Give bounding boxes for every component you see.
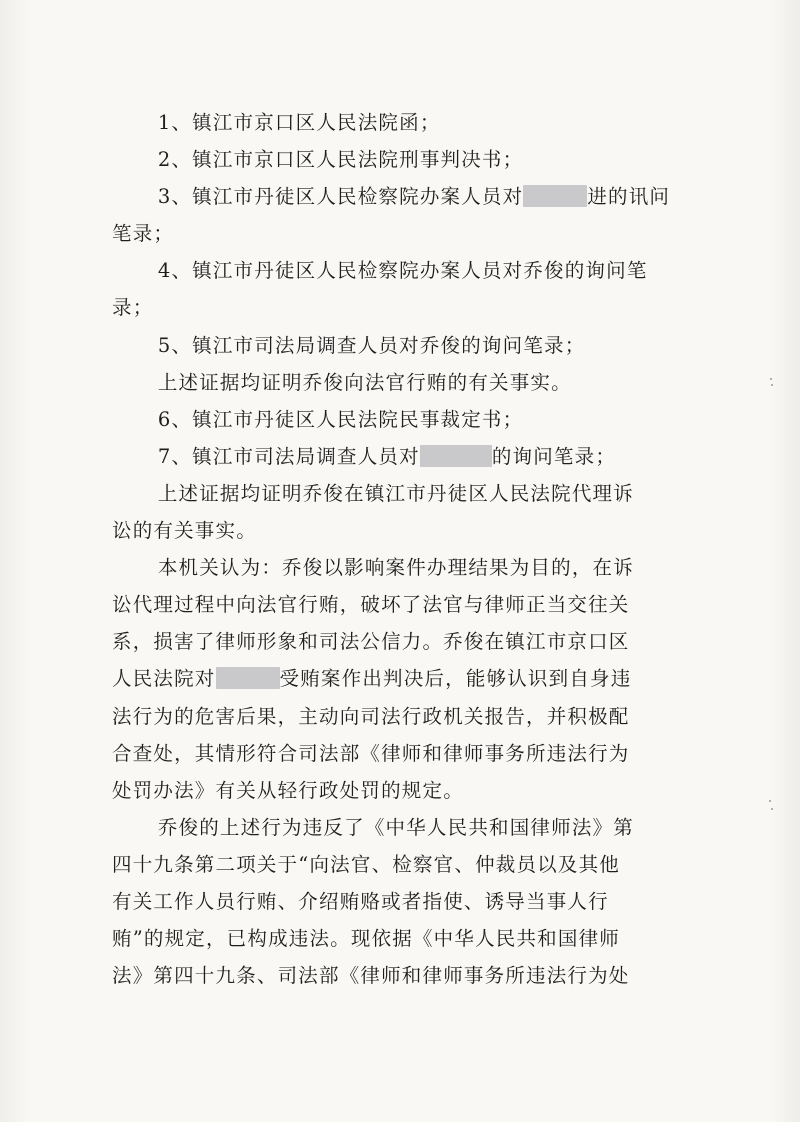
evidence-item-1: 1、镇江市京口区人民法院函； [157, 111, 441, 134]
evidence-summary-2: 上述证据均证明乔俊在镇江市丹徒区人民法院代理诉 [157, 481, 634, 505]
violation-paragraph-line: 有关工作人员行贿、介绍贿赂或者指使、诱导当事人行 [112, 889, 609, 913]
violation-paragraph-line: 贿”的规定，已构成违法。现依据《中华人民共和国律师 [112, 927, 620, 951]
opinion-paragraph-line: 讼代理过程中向法官行贿，破坏了法官与律师正当交往关 [112, 593, 630, 617]
evidence-item-5: 5、镇江市司法局调查人员对乔俊的询问笔录； [157, 333, 586, 357]
violation-paragraph-line: 法》第四十九条、司法部《律师和律师事务所违法行为处 [112, 964, 630, 988]
evidence-item-6: 6、镇江市丹徒区人民法院民事裁定书； [157, 407, 524, 431]
opinion-paragraph-line: 人民法院对 受贿案作出判决后，能够认识到自身违 [112, 667, 632, 691]
evidence-item-4-continued: 录； [112, 296, 154, 320]
opinion-paragraph-line: 本机关认为：乔俊以影响案件办理结果为目的，在诉 [157, 556, 634, 580]
scan-speck [771, 384, 773, 386]
opinion-paragraph-line: 法行为的危害后果，主动向司法行政机关报告，并积极配 [112, 704, 630, 728]
scan-speck [771, 808, 773, 810]
redaction-block [523, 185, 587, 207]
scan-speck [769, 800, 771, 802]
evidence-item-7: 7、镇江市司法局调查人员对 的询问笔录； [157, 444, 617, 468]
document-body [112, 104, 692, 994]
opinion-paragraph-line: 合查处，其情形符合司法部《律师和律师事务所违法行为 [112, 741, 630, 765]
evidence-summary-2-continued: 讼的有关事实。 [112, 519, 257, 543]
evidence-item-3-continued: 笔录； [112, 222, 175, 246]
evidence-item-3: 3、镇江市丹徒区人民检察院办案人员对 进的讯问 [157, 185, 671, 209]
evidence-item-2: 2、镇江市京口区人民法院刑事判决书； [157, 148, 524, 172]
opinion-paragraph-line: 处罚办法》有关从轻行政处罚的规定。 [112, 778, 464, 802]
redaction-block [216, 667, 280, 689]
violation-paragraph-line: 四十九条第二项关于“向法官、检察官、仲裁员以及其他 [112, 852, 620, 876]
violation-paragraph-line: 乔俊的上述行为违反了《中华人民共和国律师法》第 [157, 815, 634, 839]
redaction-block [420, 445, 492, 467]
evidence-summary-1: 上述证据均证明乔俊向法官行贿的有关事实。 [157, 370, 572, 394]
scan-speck [770, 378, 772, 380]
opinion-paragraph-line: 系，损害了律师形象和司法公信力。乔俊在镇江市京口区 [112, 630, 630, 654]
evidence-item-4: 4、镇江市丹徒区人民检察院办案人员对乔俊的询问笔 [157, 259, 648, 283]
